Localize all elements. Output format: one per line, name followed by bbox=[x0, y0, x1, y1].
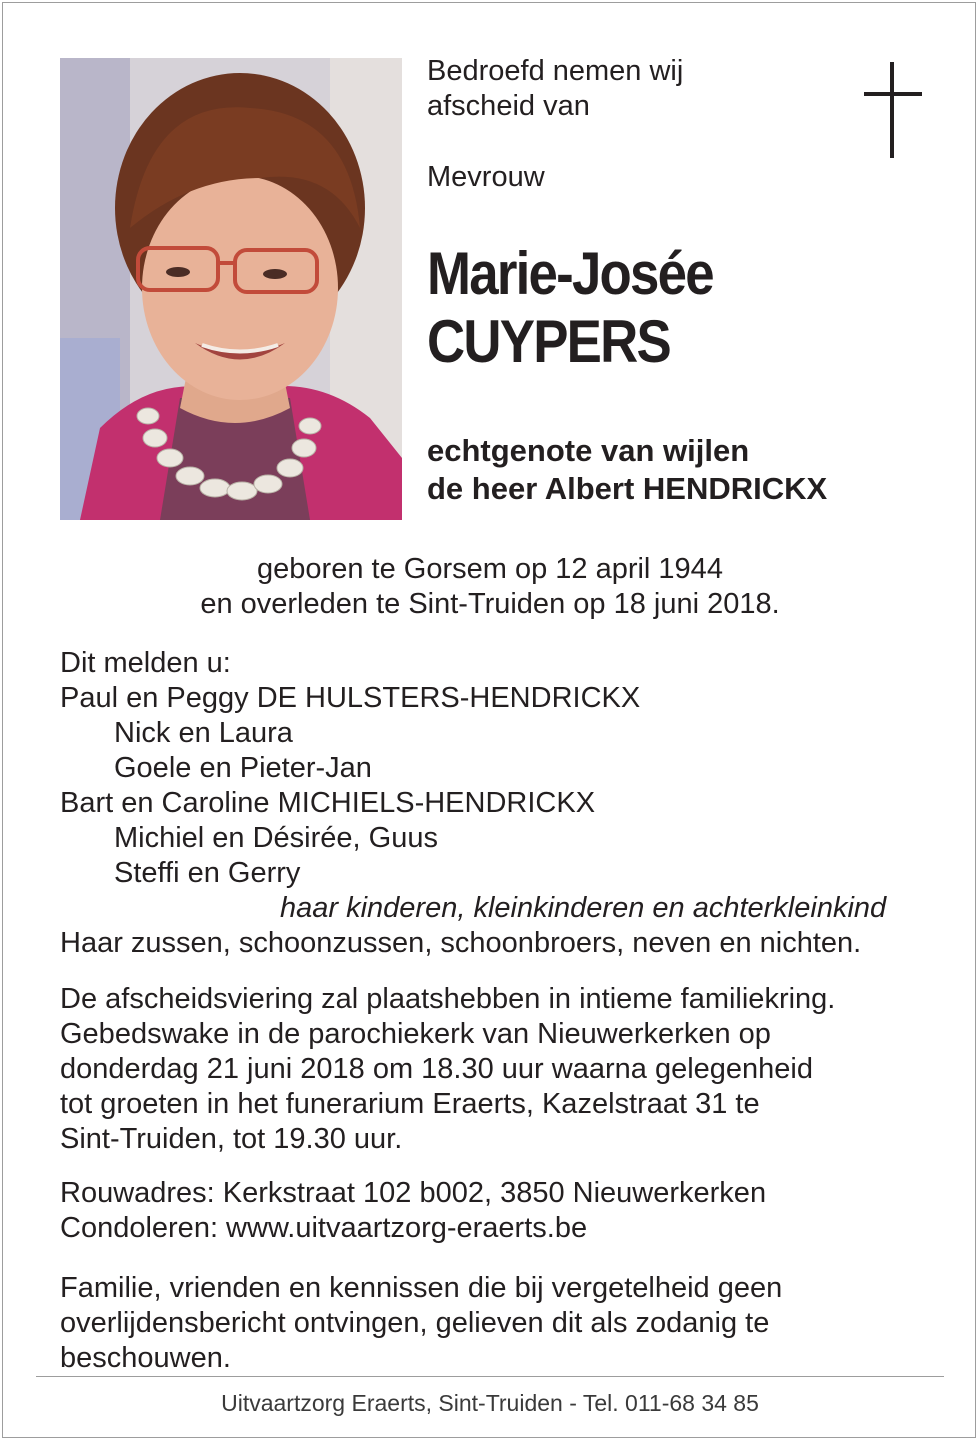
life-dates bbox=[0, 552, 980, 622]
family-member: Michiel en Désirée, Guus bbox=[114, 822, 438, 854]
family-member: Steffi en Gerry bbox=[114, 857, 301, 889]
family-member: Bart en Caroline MICHIELS-HENDRICKX bbox=[60, 787, 596, 819]
family-list bbox=[60, 646, 886, 961]
spouse-line-1: echtgenote van wijlen bbox=[427, 433, 750, 468]
mourning-address: Rouwadres: Kerkstraat 102 b002, 3850 Nieuwerkerken bbox=[60, 1177, 767, 1209]
deceased-last-name: CUYPERS bbox=[427, 308, 670, 375]
notice-line: overlijdensbericht ontvingen, gelieven dit als zodanig te bbox=[60, 1307, 770, 1339]
notice-line: beschouwen. bbox=[60, 1342, 231, 1374]
family-member: Goele en Pieter-Jan bbox=[114, 752, 372, 784]
portrait-photo bbox=[60, 58, 402, 520]
footer-funeral-home: Uitvaartzorg Eraerts, Sint-Truiden - Tel. 011-68 34 85 bbox=[221, 1390, 759, 1416]
family-member: Paul en Peggy DE HULSTERS-HENDRICKX bbox=[60, 682, 641, 714]
intro-text bbox=[427, 54, 683, 124]
deceased-name bbox=[427, 240, 713, 376]
notice-line: Familie, vrienden en kennissen die bij vergetelheid geen bbox=[60, 1272, 783, 1304]
notice-text bbox=[60, 1271, 782, 1376]
latin-cross-icon bbox=[864, 62, 922, 158]
ceremony-line: De afscheidsviering zal plaatshebben in intieme familiekring. bbox=[60, 983, 836, 1015]
death-line: en overleden te Sint-Truiden op 18 juni 2018. bbox=[200, 588, 780, 620]
ceremony-line: tot groeten in het funerarium Eraerts, Kazelstraat 31 te bbox=[60, 1088, 760, 1120]
spouse-line-2: de heer Albert HENDRICKX bbox=[427, 471, 828, 506]
ceremony-info bbox=[60, 982, 835, 1157]
family-member: Nick en Laura bbox=[114, 717, 293, 749]
birth-line: geboren te Gorsem op 12 april 1944 bbox=[257, 553, 723, 585]
intro-line-2: afscheid van bbox=[427, 90, 590, 122]
contact-info bbox=[60, 1176, 766, 1246]
ceremony-line: Gebedswake in de parochiekerk van Nieuwerkerken op bbox=[60, 1018, 771, 1050]
ceremony-line: donderdag 21 juni 2018 om 18.30 uur waarna gelegenheid bbox=[60, 1053, 813, 1085]
footer-divider bbox=[36, 1376, 944, 1377]
honorific: Mevrouw bbox=[427, 161, 545, 193]
condolence-link[interactable]: Condoleren: www.uitvaartzorg-eraerts.be bbox=[60, 1212, 588, 1244]
extended-family: Haar zussen, schoonzussen, schoonbroers, neven en nichten. bbox=[60, 927, 862, 959]
deceased-first-name: Marie-Josée bbox=[427, 240, 713, 307]
family-relation: haar kinderen, kleinkinderen en achterkleinkind bbox=[280, 892, 887, 924]
ceremony-line: Sint-Truiden, tot 19.30 uur. bbox=[60, 1123, 403, 1155]
spouse-text bbox=[427, 432, 827, 508]
family-heading: Dit melden u: bbox=[60, 647, 231, 679]
intro-line-1: Bedroefd nemen wij bbox=[427, 55, 684, 87]
